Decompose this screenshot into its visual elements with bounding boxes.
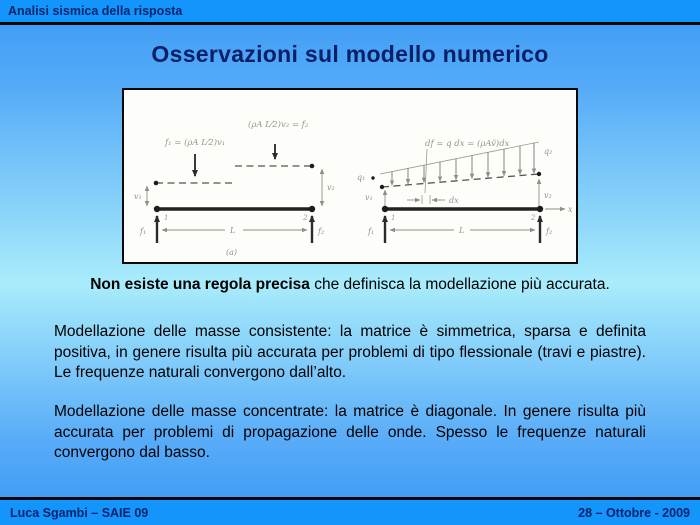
paragraph-consistent-mass: Modellazione delle masse consistente: la matrice è simmetrica, sparsa e definita positiva, in genere risulta più accurata per problemi di tipo flessionale (travi e piastre). Le frequenze naturali convergono dall’alto. [54, 323, 646, 382]
figure-box [122, 88, 578, 264]
v1-label: v₁ [134, 192, 142, 201]
q1-label: q₁ [357, 173, 366, 182]
f2-label: f₂ [318, 227, 325, 236]
slide-title: Osservazioni sul modello numerico [151, 41, 549, 67]
header-title: Analisi sismica della risposta [8, 4, 183, 18]
footer-date: 28 – Ottobre - 2009 [578, 505, 690, 520]
v2-label: v₂ [544, 191, 552, 200]
node-dot [154, 206, 160, 212]
displacement-dashed-line [382, 174, 539, 187]
header-bar [0, 0, 700, 25]
f2-label: f₂ [546, 227, 553, 236]
node-dot [537, 172, 541, 176]
statement-line [0, 276, 700, 294]
v2-label: v₂ [327, 183, 335, 192]
dx-label: dx [449, 196, 459, 205]
node-dot [309, 206, 315, 212]
node-dot [154, 181, 159, 186]
caption-a: (a) [226, 248, 238, 257]
footer-bar [0, 497, 700, 525]
node-dot [382, 206, 388, 212]
length-label: L [230, 226, 236, 235]
formula-df: df = q dx = (ρAv̈)dx [425, 139, 510, 149]
node1-label: 1 [391, 214, 396, 222]
formula-f2: (ρA L⁄2)v₂ = f₂ [248, 120, 309, 130]
node-dot [310, 164, 315, 169]
node-dot [380, 185, 384, 189]
node2-label: 2 [303, 214, 308, 222]
statement-rest: che definisca la modellazione più accurata. [309, 276, 610, 293]
paragraph-lumped-mass: Modellazione delle masse concentrate: la matrice è diagonale. In genere risulta più accurata per problemi di propagazione delle onde. Spesso le frequenze naturali convergono dal basso. [54, 403, 646, 462]
leader-line [425, 149, 427, 193]
node-dot [371, 176, 374, 179]
f1-label: f₁ [140, 227, 147, 236]
x-axis-label: x [568, 205, 573, 214]
v1-label: v₁ [365, 193, 373, 202]
q2-label: q₂ [544, 147, 553, 156]
statement-bold: Non esiste una regola precisa [90, 276, 310, 293]
node-dot [537, 206, 543, 212]
footer-author: Luca Sgambi – SAIE 09 [10, 505, 149, 520]
node1-label: 1 [164, 214, 169, 222]
beam-diagrams [124, 90, 576, 262]
length-label: L [459, 226, 465, 235]
formula-f1: f₁ = (ρA L⁄2)v₁ [165, 138, 226, 148]
f1-label: f₁ [368, 227, 375, 236]
node2-label: 2 [531, 214, 536, 222]
